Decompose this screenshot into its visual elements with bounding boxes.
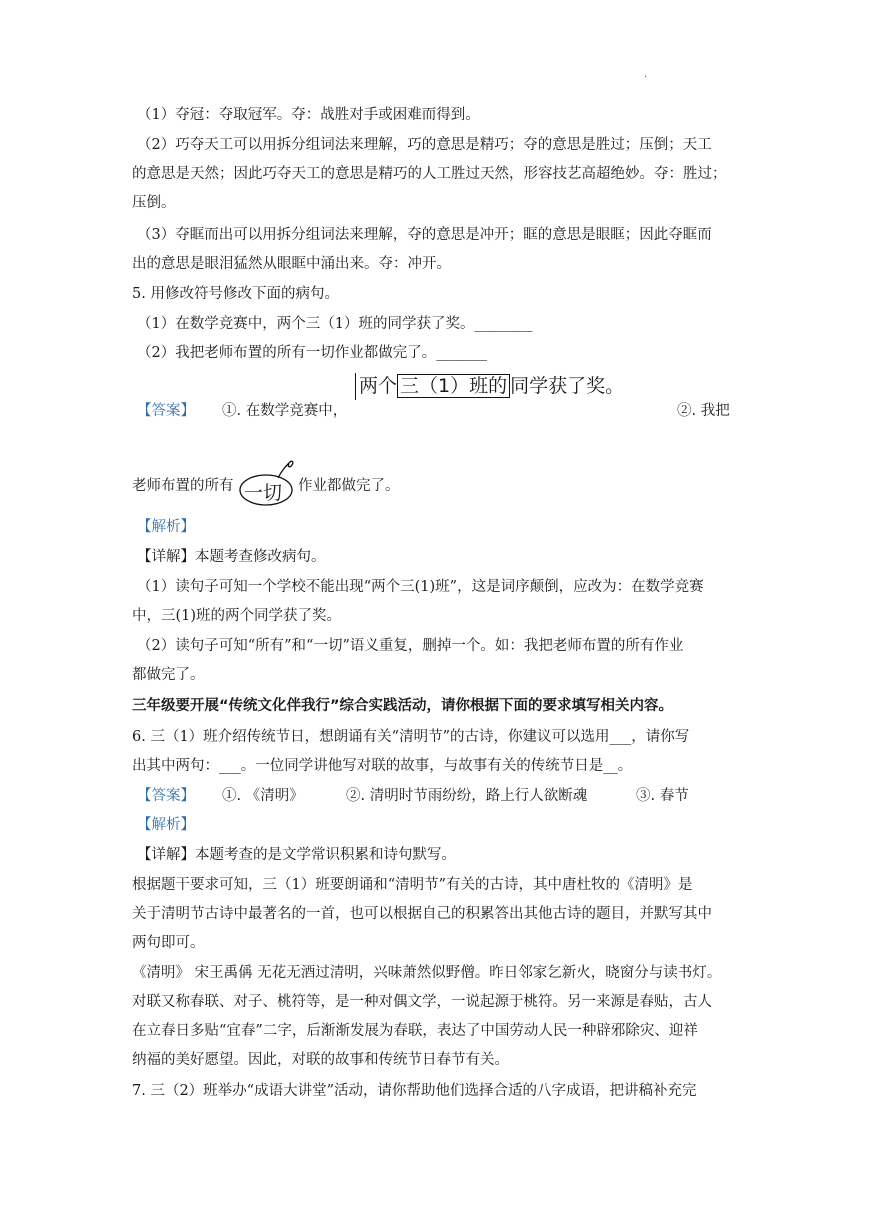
question-6: 6. 三（1）班介绍传统节日，想朗诵有关“清明节”的古诗，你建议可以选用___，请你写 (132, 729, 690, 745)
analysis-5-text: 中，三(1)班的两个同学获了奖。 (132, 608, 342, 624)
text-line: 出的意思是眼泪猛然从眼眶中涌出来。夺：冲开。 (132, 256, 451, 272)
analysis-6-text: 《清明》 宋王禹偁 无花无酒过清明，兴味萧然似野僧。昨日邻家乞新火，晓窗分与读书灯。 (132, 965, 722, 981)
correction-word-b: 三（1）班的 (397, 374, 510, 398)
analysis-6-text: 根据题干要求可知，三（1）班要朗诵和“清明节”有关的古诗，其中唐杜牧的《清明》是 (132, 877, 693, 893)
analysis-6-text: 关于清明节古诗中最著名的一首，也可以根据自己的积累答出其他古诗的题目，并默写其中 (132, 906, 712, 922)
analysis-6-text: 纳福的美好愿望。因此，对联的故事和传统节日春节有关。 (132, 1052, 509, 1068)
text-line: 的意思是天然；因此巧夺天工的意思是精巧的人工胜过天然，形容技艺高超绝妙。夺：胜过； (132, 166, 727, 182)
question-5: 5. 用修改符号修改下面的病句。 (132, 286, 339, 302)
text-line: （1）夺冠：夺取冠军。夺：战胜对手或困难而得到。 (137, 107, 480, 123)
text-line: （2）巧夺天工可以用拆分组词法来理解，巧的意思是精巧；夺的意思是胜过；压倒；天工 (137, 137, 712, 153)
answer-5-line-2-post: 作业都做完了。 (298, 478, 400, 494)
correction-sentence (355, 373, 624, 400)
question-6: 出其中两句：___。一位同学讲他写对联的故事，与故事有关的传统节日是__。 (132, 758, 633, 774)
analysis-6-text: 对联又称春联、对子、桃符等，是一种对偶文学，一说起源于桃符。另一来源是春贴，古人 (132, 994, 712, 1010)
answer-6-item-3: ③. 春节 (636, 788, 689, 804)
analysis-6-text: 两句即可。 (132, 935, 205, 951)
question-5-item-2: （2）我把老师布置的所有一切作业都做完了。_______ (137, 345, 487, 361)
analysis-6-detail: 【详解】本题考查的是文学常识积累和诗句默写。 (137, 847, 456, 863)
analysis-5-text: （1）读句子可知一个学校不能出现“两个三(1)班”，这是词序颠倒，应改为：在数学竞赛 (137, 579, 704, 595)
analysis-5-text: （2）读句子可知“所有”和“一切”语义重复，删掉一个。如：我把老师布置的所有作业 (137, 638, 684, 654)
page-marker: · (644, 72, 648, 83)
question-5-item-1: （1）在数学竞赛中，两个三（1）班的同学获了奖。________ (137, 316, 533, 332)
text-line: 压倒。 (132, 195, 176, 211)
answer-6-item-1: ①. 《清明》 (222, 788, 304, 804)
text-line: （3）夺眶而出可以用拆分组词法来理解，夺的意思是冲开；眶的意思是眼眶；因此夺眶而 (137, 227, 712, 243)
question-7: 7. 三（2）班举办“成语大讲堂”活动，请你帮助他们选择合适的八字成语，把讲稿补充完 (132, 1083, 697, 1099)
answer-5-tag: 【答案】 (137, 403, 195, 419)
section-title: 三年级要开展“传统文化伴我行”综合实践活动，请你根据下面的要求填写相关内容。 (132, 698, 674, 714)
answer-6-tag: 【答案】 (137, 788, 195, 804)
analysis-5-detail: 【详解】本题考查修改病句。 (137, 549, 326, 565)
answer-5-part-1: ①. 在数学竞赛中， (222, 403, 348, 419)
correction-word-c: 同学获了奖。 (510, 375, 625, 397)
answer-5-part-2: ②. 我把 (677, 403, 730, 419)
analysis-5-tag: 【解析】 (137, 519, 195, 535)
answer-6-item-2: ②. 清明时节雨纷纷，路上行人欲断魂 (346, 788, 588, 804)
correction-word-a: 两个 (359, 375, 398, 397)
analysis-6-text: 在立春日多贴“宜春”二字，后渐渐发展为春联，表达了中国劳动人民一种辟邪除灾、迎祥 (132, 1023, 698, 1039)
analysis-6-tag: 【解析】 (137, 817, 195, 833)
analysis-5-text: 都做完了。 (132, 667, 205, 683)
answer-5-line-2-pre: 老师布置的所有 (132, 478, 234, 494)
circled-word: 一切 (238, 458, 298, 508)
